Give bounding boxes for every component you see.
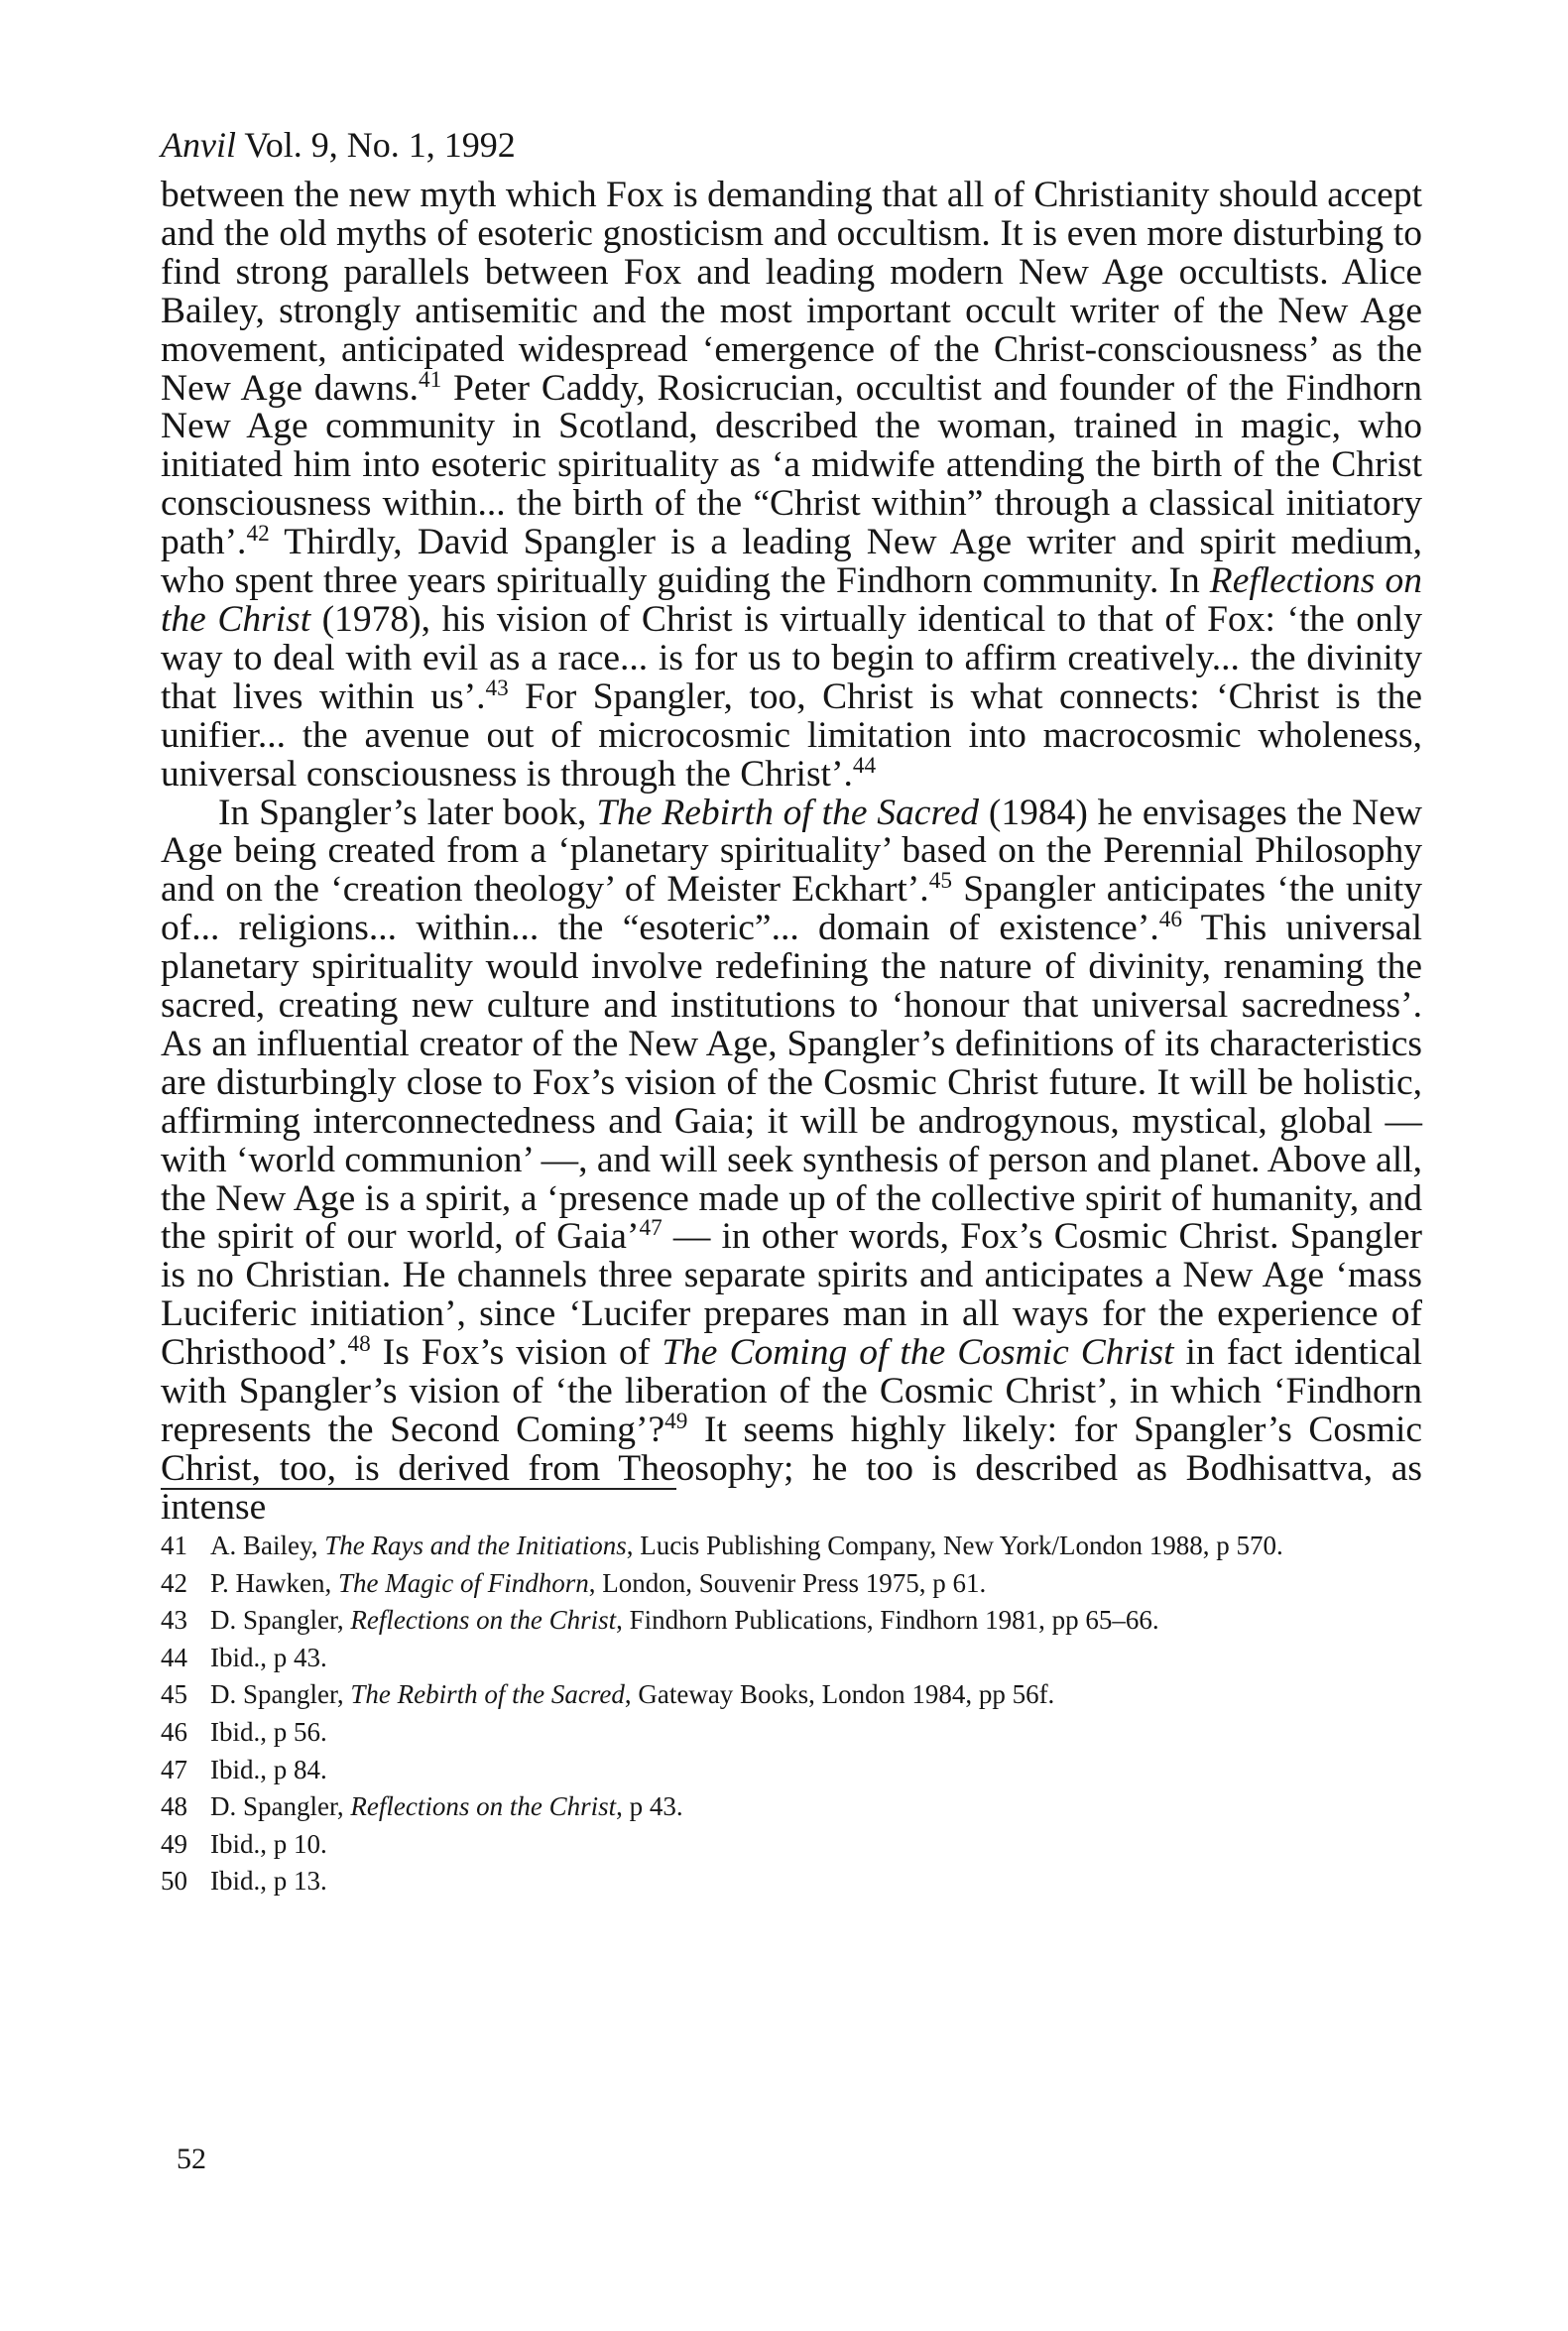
italic-title: The Coming of the Cosmic Christ: [662, 1332, 1174, 1374]
text-run: For Spangler, too, Christ is what connects: ‘Christ is the unifier... the avenue out of microcosmic limitation into macrocosmic wholeness, universal consciousness is through the Christ’.: [161, 675, 1422, 795]
running-head: [161, 127, 516, 163]
text-run: P. Hawken,: [210, 1567, 338, 1598]
footnote-text: [210, 1531, 1283, 1560]
journal-issue: Vol. 9, No. 1, 1992: [244, 125, 516, 165]
footnote: [161, 1643, 1422, 1674]
journal-title: Anvil: [161, 125, 236, 165]
footnote: [161, 1717, 1422, 1749]
footnote: [161, 1531, 1422, 1562]
text-run: , Findhorn Publications, Findhorn 1981, pp 65–66.: [616, 1605, 1159, 1636]
italic-title: Reflections on the Christ: [350, 1791, 617, 1822]
footnote-number: 45: [161, 1679, 187, 1710]
footnote-number: 48: [161, 1791, 187, 1822]
text-run: Is Fox’s vision of: [370, 1332, 663, 1374]
footnote-text: [210, 1605, 1159, 1635]
footnote-number: 46: [161, 1716, 187, 1747]
text-run: It seems highly likely: for Spangler’s Cosmic Christ, too, is derived from Theosophy; he too is described as Bodhisattva, as intense: [161, 1410, 1423, 1528]
text-run: In Spangler’s later book,: [218, 792, 597, 833]
footnote-text: [210, 1568, 986, 1598]
footnote-ref: 41: [418, 366, 442, 393]
text-run: , Gateway Books, London 1984, pp 56f.: [624, 1679, 1055, 1710]
paragraph: [161, 177, 1422, 795]
footnote-ref: 49: [664, 1409, 688, 1435]
footnote: [161, 1791, 1422, 1823]
footnote-number: 41: [161, 1531, 187, 1560]
footnote-number: 50: [161, 1866, 187, 1897]
footnote-separator: [161, 1488, 676, 1490]
footnote: [161, 1755, 1422, 1786]
footnote: [161, 1679, 1422, 1711]
footnote-text: [210, 1717, 327, 1747]
footnote-text: [210, 1679, 1054, 1709]
text-run: Thirdly, David Spangler is a leading New Age writer and spirit medium, who spent three years spiritually guiding the Findhorn community. In: [161, 522, 1422, 602]
footnote-ref: 46: [1158, 907, 1182, 933]
footnote: [161, 1866, 1422, 1898]
footnote-number: 42: [161, 1567, 187, 1598]
text-run: (1984) he envisages the New Age being created from a ‘planetary spirituality’ based on the Perennial Philosophy and on the ‘creation theology’ of Meister Eckhart’.: [161, 792, 1422, 911]
italic-title: Reflections on the Christ: [161, 560, 1423, 640]
text-run: Spangler anticipates ‘the unity of... religions... within... the “esoteric”... domain of existence’.: [161, 869, 1422, 949]
text-run: Ibid., p 84.: [210, 1754, 327, 1784]
footnote-ref: 44: [852, 752, 877, 779]
italic-title: The Magic of Findhorn: [338, 1567, 589, 1598]
footnote-text: [210, 1755, 327, 1784]
footnote-number: 43: [161, 1605, 187, 1636]
text-run: — in other words, Fox’s Cosmic Christ. Spangler is no Christian. He channels three separate spirits and anticipates a New Age ‘mass Luciferic initiation’, since ‘Lucifer prepares man in all ways for the experience of Christhood’.: [161, 1216, 1422, 1374]
footnotes: [161, 1531, 1422, 1903]
footnote-number: 49: [161, 1828, 187, 1859]
text-run: , Lucis Publishing Company, New York/London 1988, p 570.: [626, 1531, 1283, 1560]
text-run: , p 43.: [616, 1791, 683, 1822]
footnote-number: 44: [161, 1642, 187, 1672]
footnote-ref: 47: [639, 1215, 663, 1242]
footnote-ref: 42: [246, 521, 270, 548]
text-run: D. Spangler,: [210, 1605, 351, 1636]
text-run: D. Spangler,: [210, 1791, 351, 1822]
paragraph: [161, 792, 1423, 1528]
text-run: Ibid., p 13.: [210, 1866, 327, 1897]
footnote-number: 47: [161, 1754, 187, 1784]
text-run: Peter Caddy, Rosicrucian, occultist and founder of the Findhorn New Age community in Scotland, described the woman, trained in magic, who initiated him into esoteric spirituality as ‘a midwife attending the birth of the Christ consciousness within... the birth of the “Christ within” through a classical initiatory path’.: [161, 367, 1422, 563]
italic-title: The Rebirth of the Sacred: [596, 792, 980, 833]
footnote: [161, 1568, 1422, 1600]
footnote-text: [210, 1829, 327, 1859]
text-run: A. Bailey,: [210, 1531, 325, 1560]
text-run: , London, Souvenir Press 1975, p 61.: [588, 1567, 987, 1598]
footnote-ref: 45: [928, 868, 952, 895]
footnote-text: [210, 1643, 327, 1672]
text-run: between the new myth which Fox is demanding that all of Christianity should accept and the old myths of esoteric gnosticism and occultism. It is even more disturbing to find strong parallels between Fox and leading modern New Age occultists. Alice Bailey, strongly antisemitic and the most important occult writer of the New Age movement, anticipated widespread ‘emergence of the Christ-consciousness’ as the New Age dawns.: [161, 175, 1422, 409]
text-run: Ibid., p 43.: [210, 1642, 327, 1672]
text-run: in fact identical with Spangler’s vision of ‘the liberation of the Cosmic Christ’, in which ‘Findhorn represents the Second Coming’?: [161, 1332, 1423, 1450]
italic-title: Reflections on the Christ: [350, 1605, 617, 1636]
text-run: (1978), his vision of Christ is virtually identical to that of Fox: ‘the only way to deal with evil as a race... is for us to begin to affirm creatively... the divinity that lives within us’.: [161, 598, 1422, 717]
text-run: Ibid., p 56.: [210, 1716, 327, 1747]
page-number: 52: [177, 2143, 206, 2175]
footnote-ref: 43: [485, 675, 509, 701]
footnote-text: [210, 1866, 327, 1896]
footnote-text: [210, 1791, 683, 1821]
text-run: This universal planetary spirituality would involve redefining the nature of divinity, renaming the sacred, creating new culture and institutions to ‘honour that universal sacredness’. As an influential creator of the New Age, Spangler’s definitions of its characteristics are disturbingly close to Fox’s vision of the Cosmic Christ future. It will be holistic, affirming interconnectedness and Gaia; it will be androgynous, mystical, global — with ‘world communion’ —, and will seek synthesis of person and planet. Above all, the New Age is a spirit, a ‘presence made up of the collective spirit of humanity, and the spirit of our world, of Gaia’: [161, 908, 1422, 1258]
body-text: [161, 177, 1422, 1528]
footnote: [161, 1829, 1422, 1861]
text-run: Ibid., p 10.: [210, 1828, 327, 1859]
text-run: D. Spangler,: [210, 1679, 351, 1710]
footnote-ref: 48: [347, 1331, 371, 1358]
italic-title: The Rays and the Initiations: [324, 1531, 627, 1560]
italic-title: The Rebirth of the Sacred: [350, 1679, 625, 1710]
footnote: [161, 1605, 1422, 1637]
